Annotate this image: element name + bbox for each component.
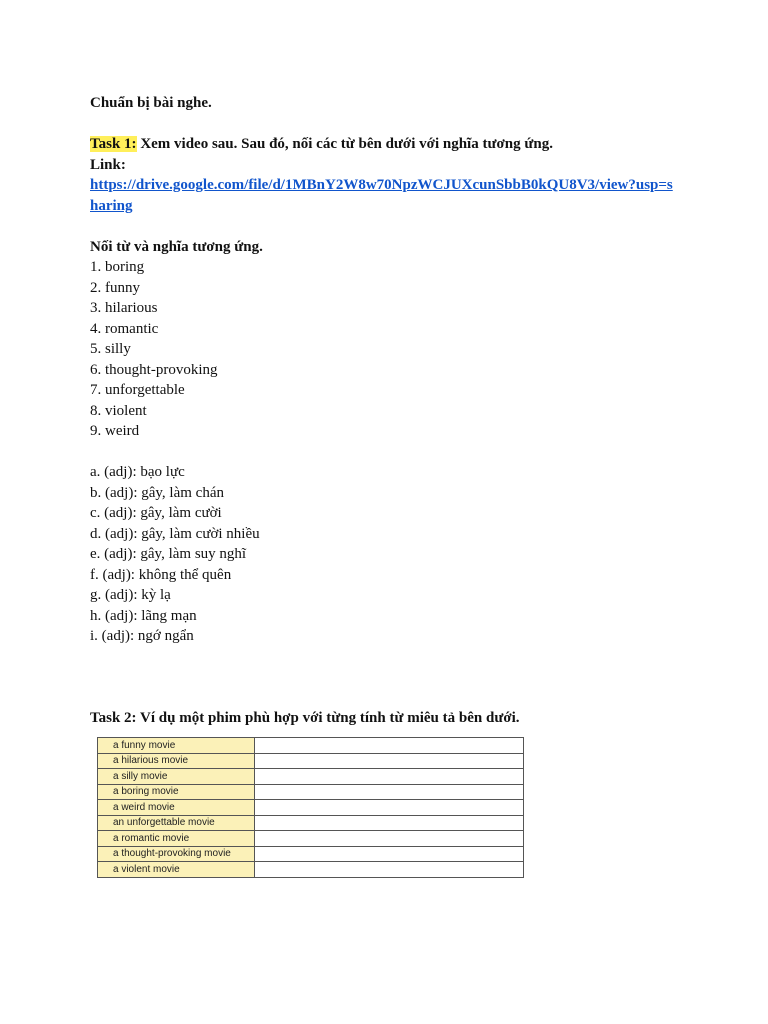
list-item: 8. violent [90, 402, 147, 419]
list-item: 2. funny [90, 279, 140, 296]
answer-cell[interactable] [255, 769, 524, 785]
match-title: Nối từ và nghĩa tương ứng. [90, 238, 263, 255]
row-label: a hilarious movie [98, 753, 255, 769]
table-row [98, 769, 524, 785]
list-item: 1. boring [90, 259, 145, 275]
row-label: a weird movie [98, 800, 255, 816]
list-item: g. (adj): kỳ lạ [90, 587, 171, 603]
movie-table [97, 737, 524, 878]
answer-cell[interactable] [255, 800, 524, 816]
table-row [98, 753, 524, 769]
list-item: a. (adj): bạo lực [90, 464, 185, 480]
list-item: 5. silly [90, 341, 131, 357]
task1-instruction [90, 134, 690, 155]
answer-cell[interactable] [255, 846, 524, 862]
row-label: a boring movie [98, 784, 255, 800]
list-item: h. (adj): lãng mạn [90, 607, 197, 624]
document-body [90, 93, 690, 647]
answer-cell[interactable] [255, 753, 524, 769]
table-row [98, 784, 524, 800]
row-label: an unforgettable movie [98, 815, 255, 831]
table-row [98, 846, 524, 862]
table-row [98, 800, 524, 816]
list-item: 7. unforgettable [90, 382, 185, 398]
video-link[interactable]: https://drive.google.com/file/d/1MBnY2W8w70NpzWCJUXcunSbbB0kQU8V3/view?usp=sharing [90, 177, 673, 214]
list-item: c. (adj): gây, làm cười [90, 505, 222, 521]
answer-cell[interactable] [255, 738, 524, 754]
task2-title: Task 2: Ví dụ một phim phù hợp với từng tính từ miêu tả bên dưới. [90, 710, 520, 726]
link-label: Link: [90, 156, 126, 173]
list-item: 6. thought-provoking [90, 361, 218, 378]
task1-text: Xem video sau. Sau đó, nối các từ bên dưới với nghĩa tương ứng. [136, 136, 553, 152]
answer-cell[interactable] [255, 862, 524, 878]
meaning-list [90, 462, 690, 647]
task1-label: Task 1: [90, 136, 137, 152]
answer-cell[interactable] [255, 815, 524, 831]
answer-cell[interactable] [255, 831, 524, 847]
list-item: 3. hilarious [90, 300, 158, 316]
page-heading: Chuẩn bị bài nghe. [90, 95, 212, 111]
table-row [98, 831, 524, 847]
list-item: e. (adj): gây, làm suy nghĩ [90, 546, 247, 562]
row-label: a thought-provoking movie [98, 846, 255, 862]
list-item: 9. weird [90, 423, 140, 439]
table-row [98, 738, 524, 754]
table-row [98, 815, 524, 831]
word-list [90, 257, 690, 442]
list-item: 4. romantic [90, 320, 159, 337]
list-item: b. (adj): gây, làm chán [90, 484, 224, 501]
list-item: d. (adj): gây, làm cười nhiều [90, 525, 260, 542]
row-label: a funny movie [98, 738, 255, 754]
list-item: i. (adj): ngớ ngẩn [90, 628, 194, 644]
row-label: a silly movie [98, 769, 255, 785]
answer-cell[interactable] [255, 784, 524, 800]
row-label: a violent movie [98, 862, 255, 878]
list-item: f. (adj): không thể quên [90, 566, 232, 583]
row-label: a romantic movie [98, 831, 255, 847]
table-row [98, 862, 524, 878]
